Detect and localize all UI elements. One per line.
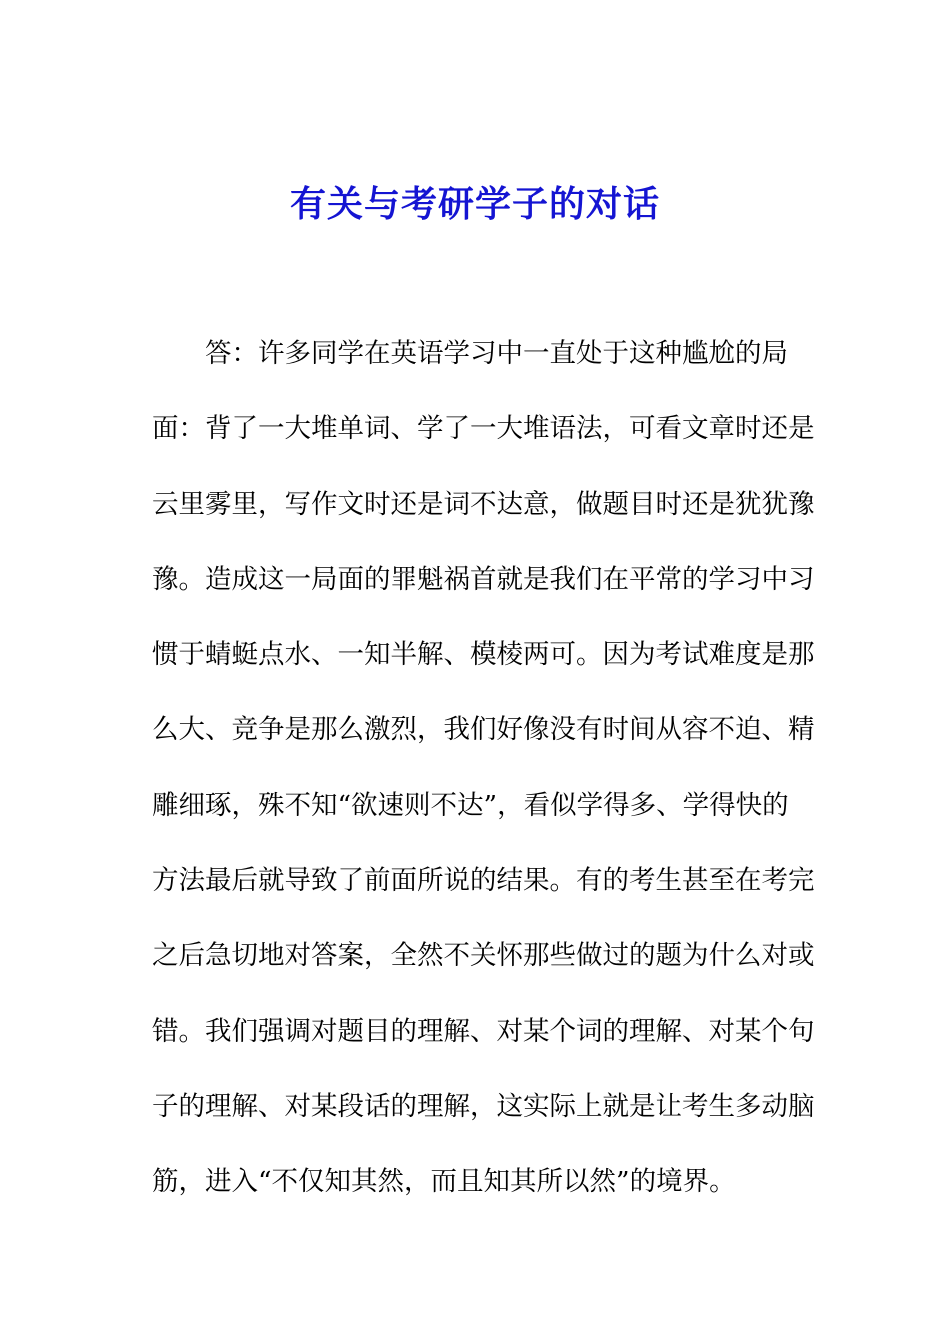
paragraph-line: 方法最后就导致了前面所说的结果。有的考生甚至在考完 (152, 865, 815, 897)
paragraph-line: 筋，进入“不仅知其然，而且知其所以然”的境界。 (152, 1166, 736, 1198)
paragraph-line: 惯于蜻蜓点水、一知半解、模棱两可。因为考试难度是那 (152, 639, 815, 671)
paragraph-line: 雕细琢，殊不知“欲速则不达”，看似学得多、学得快的 (152, 789, 789, 821)
paragraph-line: 云里雾里，写作文时还是词不达意，做题目时还是犹犹豫 (152, 488, 815, 520)
paragraph-line: 答：许多同学在英语学习中一直处于这种尴尬的局 (205, 338, 788, 369)
paragraph-line: 么大、竞争是那么激烈，我们好像没有时间从容不迫、精 (152, 714, 815, 746)
document-title: 有关与考研学子的对话 (289, 183, 660, 225)
paragraph-line: 豫。造成这一局面的罪魁祸首就是我们在平常的学习中习 (152, 563, 815, 595)
body-paragraph (152, 336, 815, 1240)
paragraph-line: 错。我们强调对题目的理解、对某个词的理解、对某个句 (152, 1015, 815, 1047)
paragraph-line: 子的理解、对某段话的理解，这实际上就是让考生多动脑 (152, 1090, 815, 1122)
paragraph-line: 面：背了一大堆单词、学了一大堆语法，可看文章时还是 (152, 413, 815, 445)
paragraph-line: 之后急切地对答案，全然不关怀那些做过的题为什么对或 (152, 940, 815, 972)
